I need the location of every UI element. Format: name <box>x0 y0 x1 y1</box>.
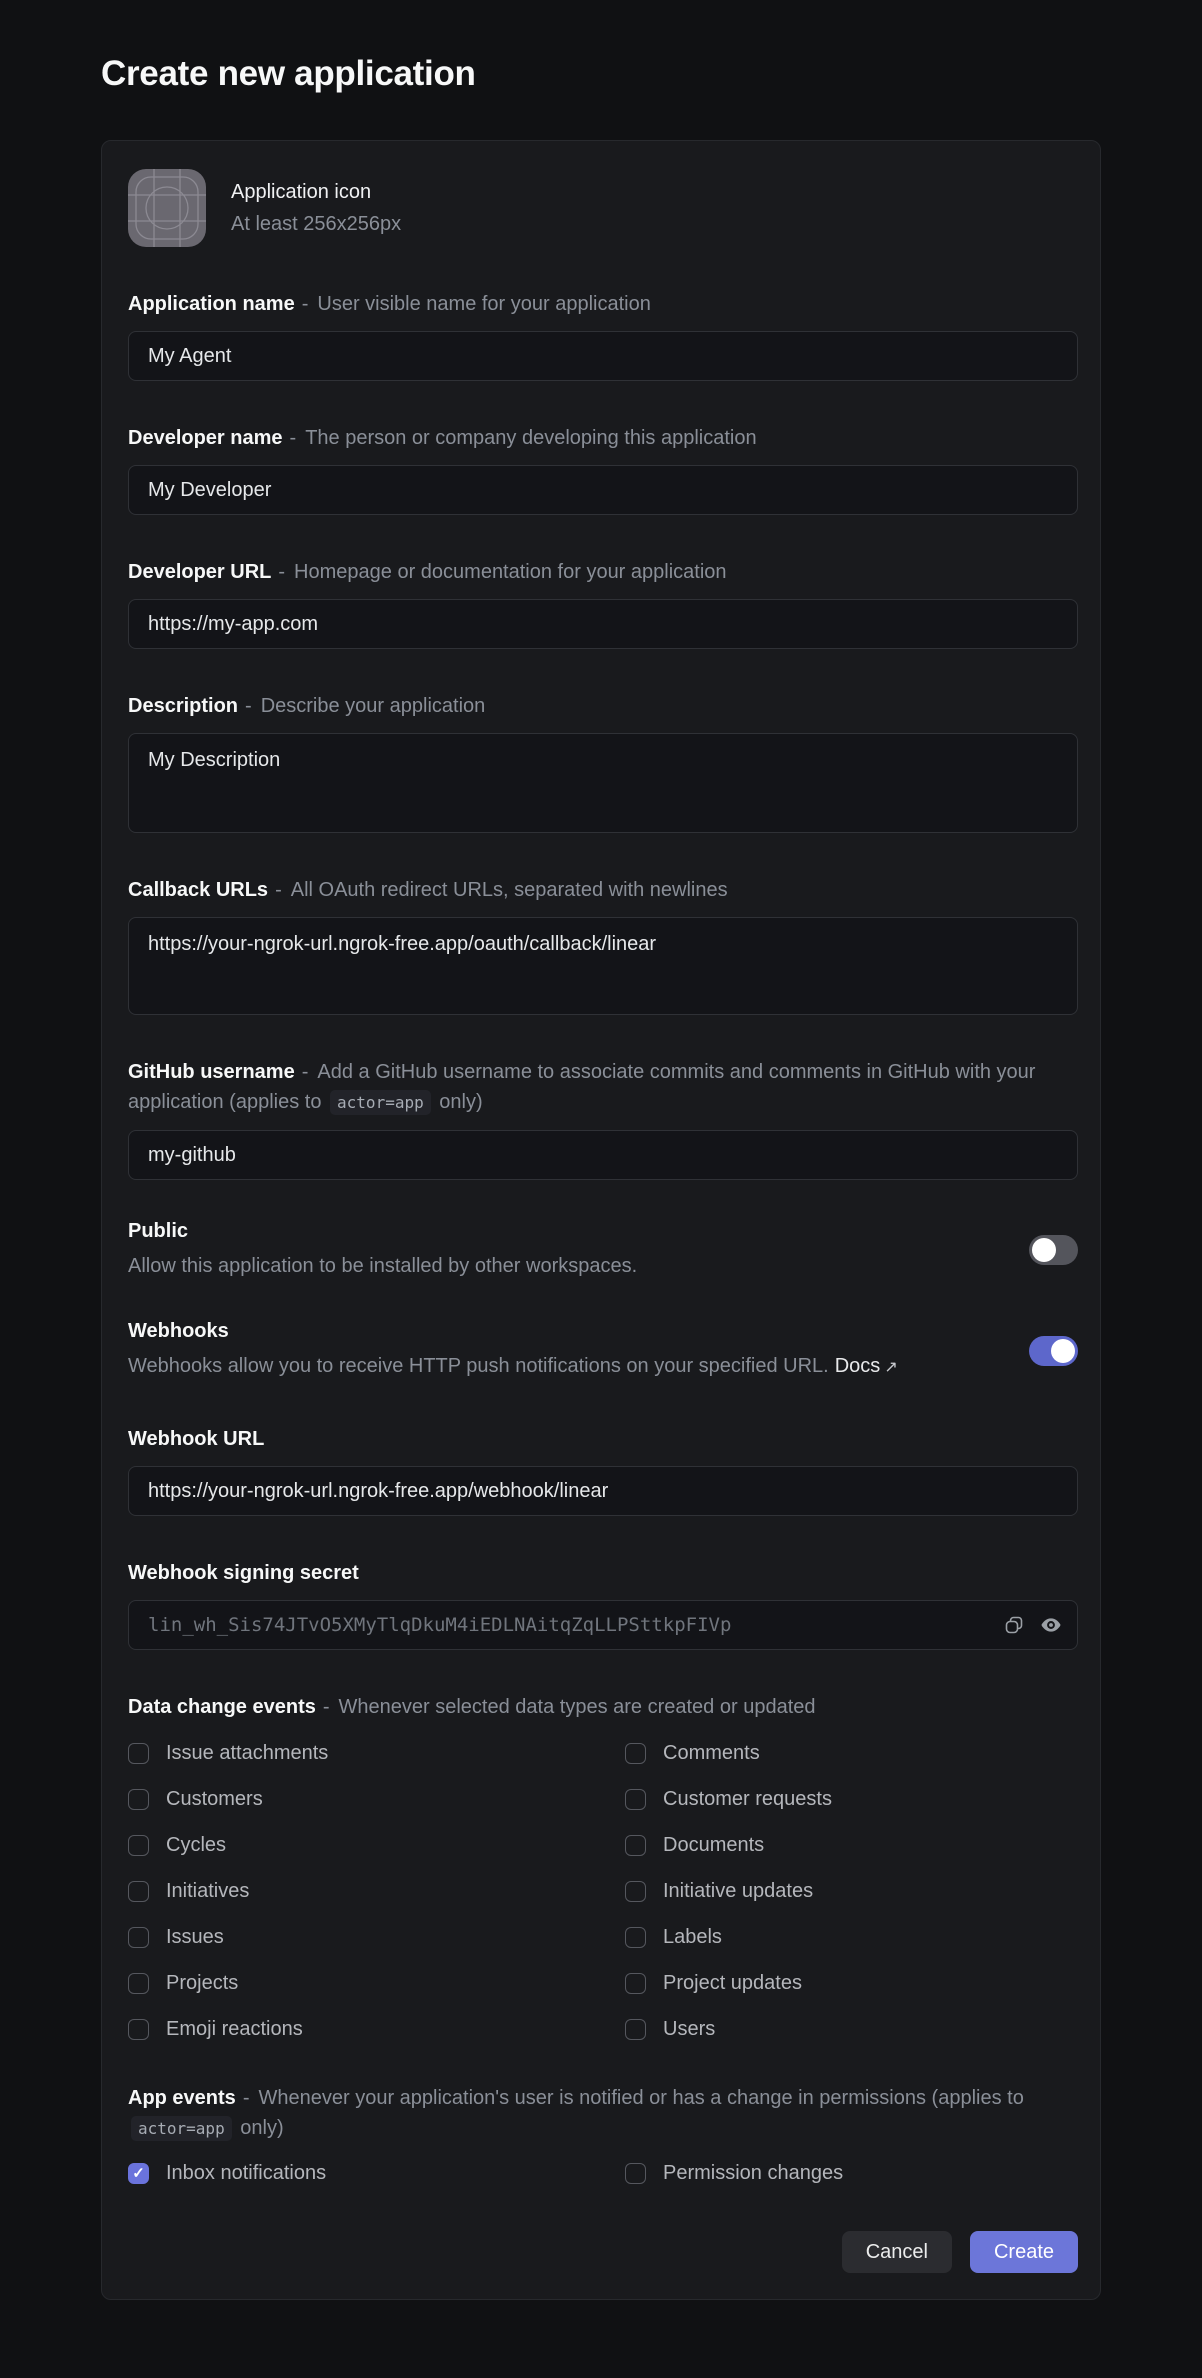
copy-icon[interactable] <box>1002 1613 1026 1637</box>
application-name-input[interactable] <box>128 331 1078 381</box>
callback-urls-label: Callback URLs - All OAuth redirect URLs, separated with newlines <box>128 879 728 901</box>
docs-link[interactable]: Docs <box>834 1355 881 1377</box>
footer-actions <box>128 2231 1078 2273</box>
checkbox-box[interactable] <box>625 1927 646 1948</box>
checkbox-customers[interactable]: Customers <box>128 1788 625 1811</box>
checkbox-box[interactable] <box>128 1789 149 1810</box>
public-text <box>128 1220 637 1280</box>
developer-url-group <box>128 557 1078 649</box>
callback-urls-group <box>128 875 1078 1015</box>
app-events-grid <box>128 2162 1078 2185</box>
checkbox-cycles[interactable]: Cycles <box>128 1834 625 1857</box>
toggle-knob <box>1051 1339 1075 1363</box>
checkbox-issue-attachments[interactable]: Issue attachments <box>128 1742 625 1765</box>
webhooks-text <box>128 1320 898 1382</box>
description-textarea[interactable] <box>128 733 1078 833</box>
checkbox-initiatives[interactable]: Initiatives <box>128 1880 625 1903</box>
cancel-button[interactable]: Cancel <box>842 2231 952 2273</box>
webhook-url-input[interactable] <box>128 1466 1078 1516</box>
application-name-label: Application name - User visible name for your application <box>128 293 651 315</box>
webhooks-title: Webhooks <box>128 1320 229 1342</box>
application-icon-section <box>128 167 1078 247</box>
checkbox-comments[interactable]: Comments <box>625 1742 1078 1765</box>
checkbox-initiative-updates[interactable]: Initiative updates <box>625 1880 1078 1903</box>
checkbox-project-updates[interactable]: Project updates <box>625 1972 1078 1995</box>
checkbox-permission-changes[interactable]: Permission changes <box>625 2162 1078 2185</box>
checkbox-box[interactable] <box>625 1789 646 1810</box>
actor-app-code-chip: actor=app <box>131 2116 232 2141</box>
github-username-group <box>128 1057 1078 1180</box>
checkbox-box[interactable] <box>625 1743 646 1764</box>
checkbox-box[interactable] <box>128 1881 149 1902</box>
actor-app-code-chip: actor=app <box>330 1090 431 1115</box>
developer-name-label: Developer name - The person or company developing this application <box>128 427 757 449</box>
page-title: Create new application <box>101 54 476 93</box>
application-name-group <box>128 289 1078 381</box>
checkbox-box[interactable] <box>128 2019 149 2040</box>
toggle-knob <box>1032 1238 1056 1262</box>
application-icon-hint: At least 256x256px <box>231 212 402 235</box>
checkbox-issues[interactable]: Issues <box>128 1926 625 1949</box>
callback-urls-textarea[interactable] <box>128 917 1078 1015</box>
data-change-events-group <box>128 1692 1078 2041</box>
checkbox-projects[interactable]: Projects <box>128 1972 625 1995</box>
webhook-signing-secret-input[interactable] <box>128 1600 1078 1650</box>
public-section <box>128 1220 1078 1280</box>
github-username-label: GitHub username - Add a GitHub username to associate commits and comments in GitHub with your application (applies to actor=app only) <box>128 1061 1036 1113</box>
checkbox-box[interactable] <box>625 1881 646 1902</box>
application-icon-upload[interactable] <box>128 169 206 247</box>
webhook-signing-secret-group <box>128 1558 1078 1650</box>
checkbox-emoji-reactions[interactable]: Emoji reactions <box>128 2018 625 2041</box>
github-username-input[interactable] <box>128 1130 1078 1180</box>
application-icon-title: Application icon <box>231 180 372 203</box>
app-icon-placeholder-icon <box>128 169 206 247</box>
developer-url-input[interactable] <box>128 599 1078 649</box>
application-icon-text <box>231 181 401 236</box>
checkbox-users[interactable]: Users <box>625 2018 1078 2041</box>
checkbox-box[interactable] <box>625 2019 646 2040</box>
webhook-signing-secret-field <box>128 1600 1078 1650</box>
app-events-label: App events - Whenever your application's user is notified or has a change in permissions (applies to actor=app only) <box>128 2087 1024 2139</box>
create-application-card <box>101 140 1101 2300</box>
description-label: Description - Describe your application <box>128 695 486 717</box>
create-button[interactable]: Create <box>970 2231 1078 2273</box>
webhooks-toggle[interactable] <box>1029 1336 1078 1366</box>
description-group <box>128 691 1078 833</box>
checkbox-box[interactable] <box>128 1835 149 1856</box>
checkbox-inbox-notifications[interactable]: ✓ Inbox notifications <box>128 2162 625 2185</box>
checkbox-box[interactable] <box>625 1835 646 1856</box>
app-events-group <box>128 2083 1078 2185</box>
checkbox-documents[interactable]: Documents <box>625 1834 1078 1857</box>
developer-name-group <box>128 423 1078 515</box>
checkbox-labels[interactable]: Labels <box>625 1926 1078 1949</box>
checkbox-box[interactable] <box>625 1973 646 1994</box>
checkbox-customer-requests[interactable]: Customer requests <box>625 1788 1078 1811</box>
public-title: Public <box>128 1220 189 1242</box>
external-link-arrow-icon: ↗ <box>884 1359 898 1376</box>
checkbox-box[interactable] <box>128 1973 149 1994</box>
public-description: Allow this application to be installed by other workspaces. <box>128 1255 638 1277</box>
checkbox-box[interactable] <box>128 1927 149 1948</box>
checkbox-box[interactable] <box>128 1743 149 1764</box>
developer-url-label: Developer URL - Homepage or documentation for your application <box>128 561 727 583</box>
webhook-url-label: Webhook URL <box>128 1428 265 1450</box>
webhook-url-group <box>128 1424 1078 1516</box>
checkbox-box[interactable] <box>128 2163 149 2184</box>
webhooks-section <box>128 1320 1078 1382</box>
public-toggle[interactable] <box>1029 1235 1078 1265</box>
eye-icon[interactable] <box>1039 1613 1063 1637</box>
checkbox-box[interactable] <box>625 2163 646 2184</box>
data-change-events-label: Data change events - Whenever selected data types are created or updated <box>128 1696 816 1718</box>
developer-name-input[interactable] <box>128 465 1078 515</box>
webhook-signing-secret-label: Webhook signing secret <box>128 1562 359 1584</box>
webhooks-description: Webhooks allow you to receive HTTP push notifications on your specified URL. Docs ↗ <box>128 1355 898 1377</box>
data-change-events-grid <box>128 1742 1078 2041</box>
